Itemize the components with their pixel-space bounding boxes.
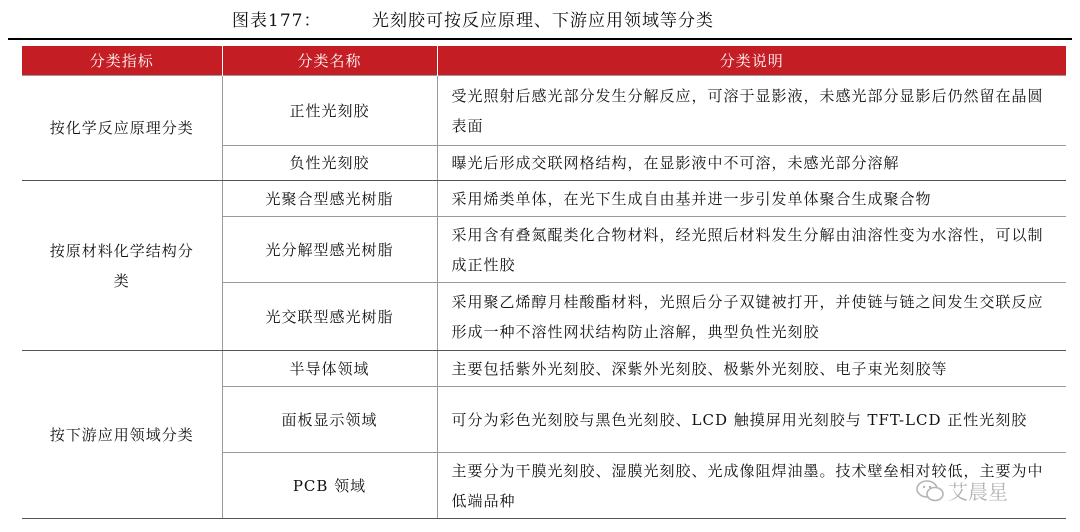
watermark-text: 艾晨星	[948, 480, 1008, 504]
name-cell: PCB 领域	[222, 453, 437, 519]
description-cell: 采用含有叠氮醌类化合物材料，经光照后材料发生分解由油溶性变为水溶性，可以制成正性胶	[437, 217, 1066, 283]
name-cell: 光聚合型感光树脂	[222, 181, 437, 217]
table-row	[22, 76, 1066, 146]
description-cell: 采用聚乙烯醇月桂酸酯材料，光照后分子双键被打开，并使链与链之间发生交联反应形成一种不溶性网状结构防止溶解，典型负性光刻胶	[437, 283, 1066, 351]
category-cell: 按化学反应原理分类	[22, 76, 222, 181]
name-cell: 光交联型感光树脂	[222, 283, 437, 351]
table-row	[22, 351, 1066, 387]
header-name: 分类名称	[222, 46, 437, 76]
figure-label: 图表177：	[232, 11, 322, 31]
header-description: 分类说明	[437, 46, 1066, 76]
name-cell: 正性光刻胶	[222, 76, 437, 146]
category-cell: 按原材料化学结构分类	[22, 181, 222, 351]
name-cell: 光分解型感光树脂	[222, 217, 437, 283]
description-cell: 曝光后形成交联网格结构，在显影液中不可溶，未感光部分溶解	[437, 146, 1066, 181]
description-cell: 主要分为干膜光刻胶、湿膜光刻胶、光成像阻焊油墨。技术壁垒相对较低，主要为中低端品种	[437, 453, 1066, 519]
figure-title	[0, 6, 1080, 36]
classification-table	[22, 46, 1066, 519]
description-cell: 主要包括紫外光刻胶、深紫外光刻胶、极紫外光刻胶、电子束光刻胶等	[437, 351, 1066, 387]
name-cell: 负性光刻胶	[222, 146, 437, 181]
description-cell: 可分为彩色光刻胶与黑色光刻胶、LCD 触摸屏用光刻胶与 TFT-LCD 正性光刻胶	[437, 387, 1066, 453]
name-cell: 半导体领域	[222, 351, 437, 387]
name-cell: 面板显示领域	[222, 387, 437, 453]
header-indicator: 分类指标	[22, 46, 222, 76]
top-rule	[8, 38, 1072, 40]
watermark	[916, 476, 1008, 505]
category-cell: 按下游应用领域分类	[22, 351, 222, 519]
table-header-row	[22, 46, 1066, 76]
wechat-icon	[916, 480, 944, 502]
figure-caption: 光刻胶可按反应原理、下游应用领域等分类	[372, 11, 714, 31]
description-cell: 采用烯类单体，在光下生成自由基并进一步引发单体聚合生成聚合物	[437, 181, 1066, 217]
description-cell: 受光照射后感光部分发生分解反应，可溶于显影液，未感光部分显影后仍然留在晶圆表面	[437, 76, 1066, 146]
table-row	[22, 181, 1066, 217]
